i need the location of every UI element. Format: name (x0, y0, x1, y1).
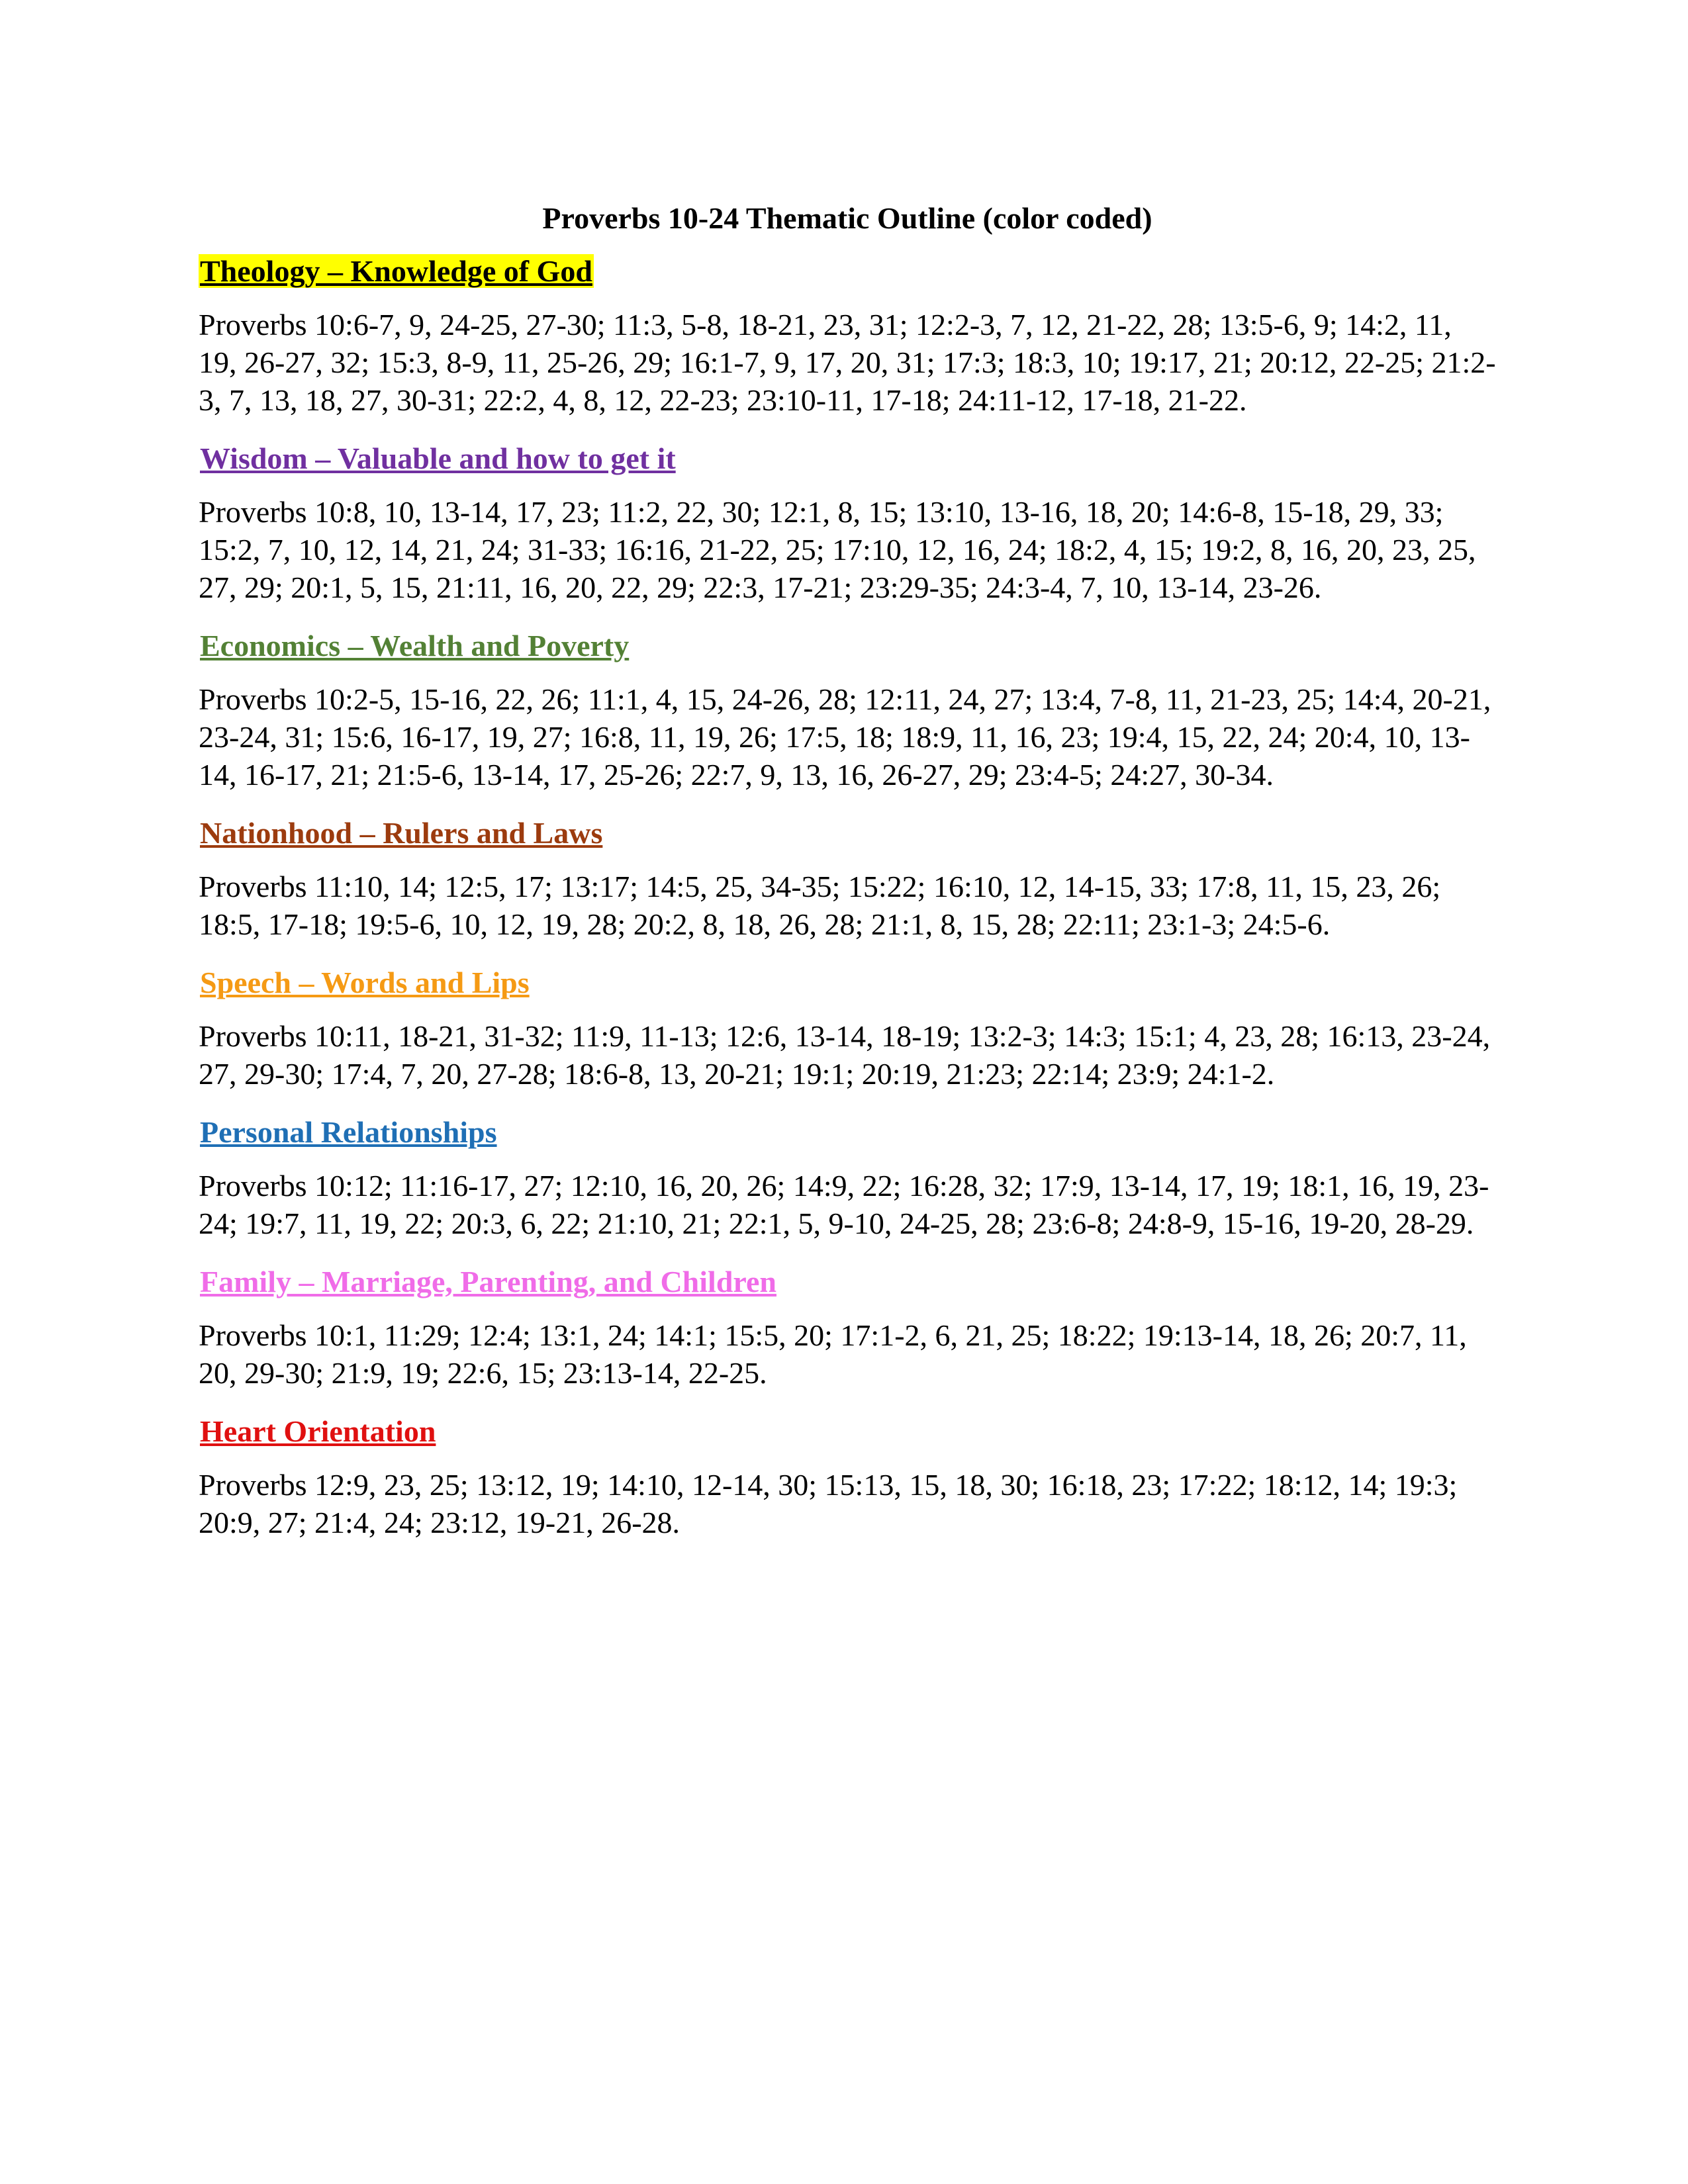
section-personal-relationships (199, 1113, 1496, 1242)
section-heading-speech-text: Speech – Words and Lips (200, 966, 530, 999)
section-heading-nationhood-text: Nationhood – Rulers and Laws (200, 816, 603, 850)
section-heading-family (199, 1262, 1496, 1302)
section-heading-theology (199, 251, 1496, 291)
section-body-speech: Proverbs 10:11, 18-21, 31-32; 11:9, 11-13; 12:6, 13-14, 18-19; 13:2-3; 14:3; 15:1; 4, 23, 28; 16:13, 23-24, 27, 29-30; 17:4, 7, 20, 27-28; 18:6-8, 13, 20-21; 19:1; 20:19, 21:23; 22:14; 23:9; 24:1-2. (199, 1019, 1491, 1091)
section-heart-orientation (199, 1412, 1496, 1541)
document-title: Proverbs 10-24 Thematic Outline (color coded) (542, 201, 1152, 235)
section-heading-economics-text: Economics – Wealth and Poverty (200, 629, 630, 662)
section-family (199, 1262, 1496, 1392)
section-economics (199, 626, 1496, 794)
section-heading-economics (199, 626, 1496, 666)
section-wisdom (199, 439, 1496, 606)
section-heading-personal-relationships (199, 1113, 1496, 1152)
section-body-family: Proverbs 10:1, 11:29; 12:4; 13:1, 24; 14:1; 15:5, 20; 17:1-2, 6, 21, 25; 18:22; 19:13-14, 18, 26; 20:7, 11, 20, 29-30; 21:9, 19; 22:6, 15; 23:13-14, 22-25. (199, 1318, 1467, 1390)
section-heading-heart-orientation (199, 1412, 1496, 1451)
section-body-nationhood: Proverbs 11:10, 14; 12:5, 17; 13:17; 14:5, 25, 34-35; 15:22; 16:10, 12, 14-15, 33; 17:8, 11, 15, 23, 26; 18:5, 17-18; 19:5-6, 10, 12, 19, 28; 20:2, 8, 18, 26, 28; 21:1, 8, 15, 28; 22:11; 23:1-3; 24:5-6. (199, 870, 1441, 941)
section-heading-personal-relationships-text: Personal Relationships (200, 1115, 497, 1149)
section-nationhood (199, 813, 1496, 943)
section-body-theology: Proverbs 10:6-7, 9, 24-25, 27-30; 11:3, 5-8, 18-21, 23, 31; 12:2-3, 7, 12, 21-22, 28; 13:5-6, 9; 14:2, 11, 19, 26-27, 32; 15:3, 8-9, 11, 25-26, 29; 16:1-7, 9, 17, 20, 31; 17:3; 18:3, 10; 19:17, 21; 20:12, 22-25; 21:2-3, 7, 13, 18, 27, 30-31; 22:2, 4, 8, 12, 22-23; 23:10-11, 17-18; 24:11-12, 17-18, 21-22. (199, 308, 1496, 417)
section-heading-speech (199, 963, 1496, 1003)
section-speech (199, 963, 1496, 1093)
section-heading-theology-text: Theology – Knowledge of God (200, 254, 592, 288)
section-theology (199, 251, 1496, 419)
section-body-personal-relationships: Proverbs 10:12; 11:16-17, 27; 12:10, 16, 20, 26; 14:9, 22; 16:28, 32; 17:9, 13-14, 17, 19; 18:1, 16, 19, 23-24; 19:7, 11, 19, 22; 20:3, 6, 22; 21:10, 21; 22:1, 5, 9-10, 24-25, 28; 23:6-8; 24:8-9, 15-16, 19-20, 28-29. (199, 1169, 1489, 1240)
document-page (199, 199, 1496, 1561)
section-heading-nationhood (199, 813, 1496, 853)
section-heading-wisdom (199, 439, 1496, 478)
section-body-wisdom: Proverbs 10:8, 10, 13-14, 17, 23; 11:2, 22, 30; 12:1, 8, 15; 13:10, 13-16, 18, 20; 14:6-8, 15-18, 29, 33; 15:2, 7, 10, 12, 14, 21, 24; 31-33; 16:16, 21-22, 25; 17:10, 12, 16, 24; 18:2, 4, 15; 19:2, 8, 16, 20, 23, 25, 27, 29; 20:1, 5, 15, 21:11, 16, 20, 22, 29; 22:3, 17-21; 23:29-35; 24:3-4, 7, 10, 13-14, 23-26. (199, 495, 1476, 604)
section-heading-heart-orientation-text: Heart Orientation (200, 1414, 436, 1448)
section-body-heart-orientation: Proverbs 12:9, 23, 25; 13:12, 19; 14:10, 12-14, 30; 15:13, 15, 18, 30; 16:18, 23; 17:22; 18:12, 14; 19:3; 20:9, 27; 21:4, 24; 23:12, 19-21, 26-28. (199, 1468, 1458, 1539)
section-heading-family-text: Family – Marriage, Parenting, and Children (200, 1265, 776, 1298)
section-heading-wisdom-text: Wisdom – Valuable and how to get it (200, 441, 676, 475)
section-body-economics: Proverbs 10:2-5, 15-16, 22, 26; 11:1, 4, 15, 24-26, 28; 12:11, 24, 27; 13:4, 7-8, 11, 21-23, 25; 14:4, 20-21, 23-24, 31; 15:6, 16-17, 19, 27; 16:8, 11, 19, 26; 17:5, 18; 18:9, 11, 16, 23; 19:4, 15, 22, 24; 20:4, 10, 13-14, 16-17, 21; 21:5-6, 13-14, 17, 25-26; 22:7, 9, 13, 16, 26-27, 29; 23:4-5; 24:27, 30-34. (199, 682, 1491, 792)
